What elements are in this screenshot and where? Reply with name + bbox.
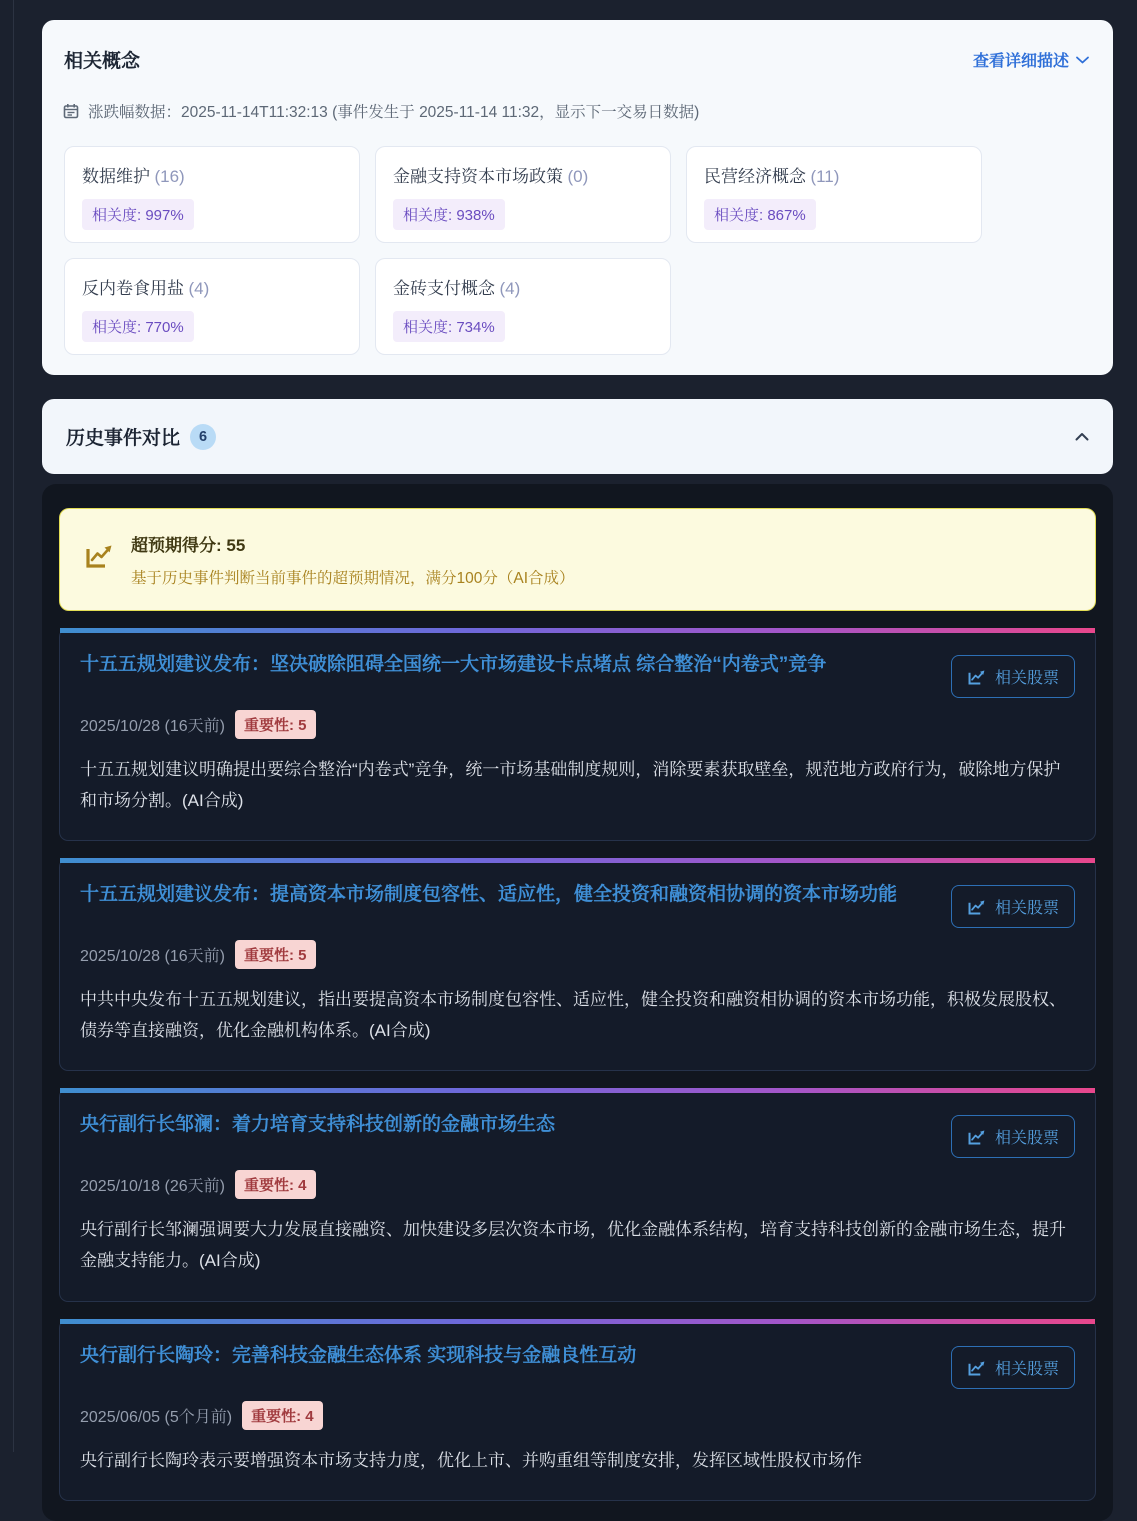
related-stocks-label: 相关股票 (994, 900, 1059, 918)
event-description: 十五五规划建议明确提出要综合整治“内卷式”竞争，统一市场基础制度规则，消除要素获取壁垒，规范地方政府行为，破除地方保护和市场分割。(AI合成) (80, 760, 1061, 810)
event-card (59, 628, 1096, 841)
concept-card[interactable] (686, 146, 982, 243)
related-concepts-title: 相关概念 (64, 51, 141, 72)
importance-badge: 重要性: 4 (242, 1401, 323, 1430)
concept-count: (11) (810, 167, 840, 186)
trend-chart-icon (967, 897, 986, 916)
history-events-section (42, 484, 1113, 1521)
left-divider-line (13, 0, 14, 1452)
importance-badge: 重要性: 5 (235, 710, 316, 739)
event-card (59, 858, 1096, 1071)
related-stocks-button[interactable] (951, 1115, 1075, 1158)
event-date: 2025/10/18 (26天前) (80, 1178, 225, 1196)
relevance-badge: 相关度: 997% (82, 199, 194, 230)
trend-chart-icon (967, 667, 986, 686)
concept-card[interactable] (64, 258, 360, 355)
event-title-link[interactable]: 十五五规划建议发布：提高资本市场制度包容性、适应性，健全投资和融资相协调的资本市场功能 (80, 884, 898, 906)
event-date: 2025/06/05 (5个月前) (80, 1408, 233, 1426)
collapse-section-button[interactable] (1075, 432, 1089, 441)
related-stocks-button[interactable] (951, 655, 1075, 698)
concept-name: 民营经济概念 (704, 167, 806, 186)
history-events-title: 历史事件对比 (66, 428, 181, 449)
event-title-link[interactable]: 央行副行长邹澜：着力培育支持科技创新的金融市场生态 (80, 1114, 556, 1136)
concept-count: (4) (499, 279, 521, 298)
concept-grid (64, 146, 1091, 355)
trend-chart-icon (84, 540, 114, 570)
event-description: 央行副行长邹澜强调要大力发展直接融资、加快建设多层次资本市场，优化金融体系结构，培育支持科技创新的金融市场生态，提升金融支持能力。(AI合成) (80, 1220, 1066, 1270)
concept-count: (0) (567, 167, 589, 186)
concept-name: 金融支持资本市场政策 (393, 167, 563, 186)
surprise-score-subtitle: 基于历史事件判断当前事件的超预期情况，满分100分（AI合成） (131, 570, 575, 587)
trend-chart-icon (967, 1358, 986, 1377)
surprise-score-title: 超预期得分: 55 (131, 536, 246, 555)
trend-chart-icon (967, 1127, 986, 1146)
event-title-link[interactable]: 央行副行长陶玲：完善科技金融生态体系 实现科技与金融良性互动 (80, 1344, 637, 1366)
concept-count: (16) (154, 167, 185, 186)
history-events-count-badge: 6 (190, 424, 216, 450)
concept-card[interactable] (64, 146, 360, 243)
surprise-score-box (59, 508, 1096, 611)
calendar-icon (63, 103, 79, 119)
related-stocks-button[interactable] (951, 1346, 1075, 1389)
importance-badge: 重要性: 4 (235, 1170, 316, 1199)
relevance-badge: 相关度: 770% (82, 311, 194, 342)
concept-card[interactable] (375, 146, 671, 243)
relevance-badge: 相关度: 734% (393, 311, 505, 342)
chevron-up-icon (1075, 432, 1089, 441)
event-description: 央行副行长陶玲表示要增强资本市场支持力度，优化上市、并购重组等制度安排，发挥区域性股权市场作 (80, 1450, 862, 1470)
event-date: 2025/10/28 (16天前) (80, 948, 225, 966)
history-events-header[interactable] (42, 399, 1113, 474)
concept-name: 数据维护 (82, 167, 150, 186)
related-stocks-label: 相关股票 (994, 1360, 1059, 1378)
event-card (59, 1088, 1096, 1301)
related-stocks-label: 相关股票 (994, 670, 1059, 687)
concept-name: 反内卷食用盐 (82, 279, 184, 298)
relevance-badge: 相关度: 938% (393, 199, 505, 230)
related-concepts-card (42, 20, 1113, 375)
view-detail-description-link[interactable] (973, 48, 1089, 71)
price-change-data-note: 涨跌幅数据：2025-11-14T11:32:13 (事件发生于 2025-11-14 11:32，显示下一交易日数据) (88, 104, 700, 121)
event-card (59, 1319, 1096, 1502)
concept-count: (4) (188, 279, 210, 298)
event-title-link[interactable]: 十五五规划建议发布：坚决破除阻碍全国统一大市场建设卡点堵点 综合整治“内卷式”竞争 (80, 654, 827, 675)
concept-card[interactable] (375, 258, 671, 355)
importance-badge: 重要性: 5 (235, 940, 316, 969)
chevron-down-icon (1076, 56, 1089, 64)
event-date: 2025/10/28 (16天前) (80, 718, 225, 735)
related-stocks-label: 相关股票 (994, 1130, 1059, 1148)
event-description: 中共中央发布十五五规划建议，指出要提高资本市场制度包容性、适应性，健全投资和融资相协调的资本市场功能，积极发展股权、债券等直接融资，优化金融机构体系。(AI合成) (80, 990, 1066, 1040)
related-stocks-button[interactable] (951, 885, 1075, 928)
relevance-badge: 相关度: 867% (704, 199, 816, 230)
main-content (42, 20, 1113, 1521)
view-detail-description-label: 查看详细描述 (972, 53, 1069, 70)
concept-name: 金砖支付概念 (393, 279, 495, 298)
